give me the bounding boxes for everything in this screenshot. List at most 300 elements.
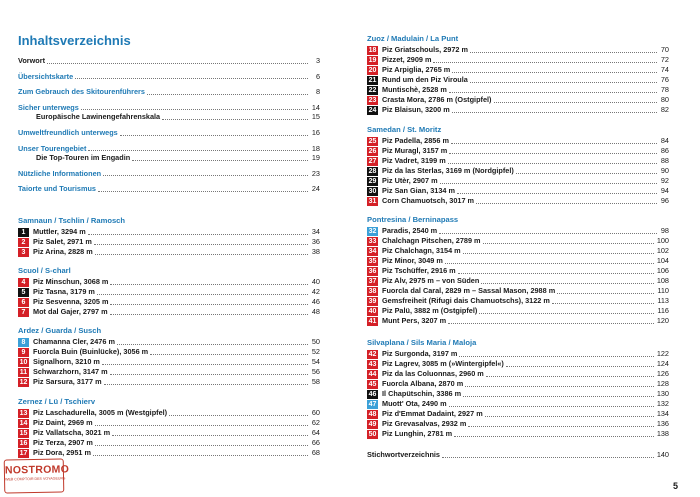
dot-leader: [463, 396, 654, 397]
tour-title: Piz Minschun, 3068 m: [33, 277, 109, 286]
region-samedan: [367, 124, 669, 206]
tour-entry[interactable]: [18, 377, 320, 387]
tour-title: Piz d'Emmat Dadaint, 2927 m: [382, 409, 483, 418]
tour-title: Piz Minor, 3049 m: [382, 256, 443, 265]
tour-entry[interactable]: [367, 226, 669, 236]
tour-number-badge: 25: [368, 137, 377, 145]
tour-title: Piz Daint, 2969 m: [33, 418, 93, 427]
tour-number-badge: 48: [368, 410, 377, 418]
tour-number-badge: 49: [368, 420, 377, 428]
tour-title: Piz Grevasalvas, 2932 m: [382, 419, 467, 428]
dot-leader: [485, 416, 654, 417]
tour-page: 130: [656, 389, 669, 398]
tour-page: 108: [656, 276, 669, 285]
dot-leader: [440, 183, 657, 184]
tour-title: Piz Sarsura, 3177 m: [33, 377, 102, 386]
tour-title: Fuorcla Albana, 2870 m: [382, 379, 464, 388]
dot-leader: [93, 455, 308, 456]
tour-title: Piz Vallatscha, 3021 m: [33, 428, 111, 437]
tour-number-badge: 5: [18, 288, 29, 297]
tour-number-badge: 7: [18, 308, 29, 317]
tour-page: 38: [311, 247, 320, 256]
tour-page: 122: [656, 349, 669, 358]
tour-number-badge: 38: [368, 287, 377, 295]
tour-number-badge: 28: [368, 167, 377, 175]
tour-entry[interactable]: [367, 349, 669, 359]
tour-title: Chalchagn Pitschen, 2789 m: [382, 236, 481, 245]
dot-leader: [117, 344, 308, 345]
tour-entry[interactable]: [367, 276, 669, 286]
toc-entry-label: Taiorte und Tourismus: [18, 184, 96, 194]
front-matter-toc: [18, 56, 320, 194]
tour-title: Fuorcla dal Caral, 2829 m – Sassal Mason, 2988 m: [382, 286, 556, 295]
toc-entry-page: 6: [315, 71, 320, 81]
region-heading: Scuol / S-charl: [18, 266, 71, 275]
tour-number-badge: 40: [368, 307, 377, 315]
page-number: 5: [673, 481, 679, 491]
tour-entry[interactable]: [367, 296, 669, 306]
tour-title: Il Chapütschin, 3386 m: [382, 389, 462, 398]
tour-title: Piz Tschüffer, 2916 m: [382, 266, 456, 275]
tour-number-badge: 21: [368, 76, 377, 84]
tour-page: 136: [656, 419, 669, 428]
tour-entry[interactable]: [18, 277, 320, 287]
toc-entry-vorwort[interactable]: [18, 56, 320, 66]
tour-number-badge: 23: [368, 96, 377, 104]
tour-title: Piz Padella, 2856 m: [382, 136, 449, 145]
dot-leader: [448, 323, 654, 324]
tour-entry[interactable]: [18, 337, 320, 347]
tour-page: 66: [311, 438, 320, 447]
tour-title: Piz Muragl, 3157 m: [382, 146, 448, 155]
tour-title: Piz Terza, 2907 m: [33, 438, 93, 447]
tour-entry[interactable]: [367, 176, 669, 186]
tour-entry[interactable]: [18, 287, 320, 297]
tour-entry[interactable]: [18, 408, 320, 418]
toc-entry-page: 23: [311, 168, 320, 178]
tour-number-badge: 13: [19, 409, 28, 417]
toc-entry-page: 19: [311, 153, 320, 163]
tour-entry[interactable]: [18, 297, 320, 307]
toc-entry-sicher-unterwegs[interactable]: [18, 103, 320, 113]
dot-leader: [479, 313, 654, 314]
tour-title: Piz Lunghin, 2781 m: [382, 429, 453, 438]
region-silvaplana: [367, 337, 669, 439]
tour-number-badge: 43: [368, 360, 377, 368]
toc-entry-gebrauch[interactable]: [18, 87, 320, 97]
tour-page: 113: [657, 296, 669, 305]
toc-entry-taiorte[interactable]: [18, 184, 320, 194]
tour-number-badge: 26: [368, 147, 377, 155]
dot-leader: [88, 234, 308, 235]
region-heading: Zernez / Lü / Tschierv: [18, 397, 96, 406]
dot-leader: [162, 119, 308, 120]
page-title: Inhaltsverzeichnis: [18, 33, 131, 48]
dot-leader: [88, 150, 308, 151]
tour-entry[interactable]: [367, 55, 669, 65]
region-heading: Samedan / St. Moritz: [367, 125, 442, 134]
tour-number-badge: 31: [368, 197, 377, 205]
tour-page: 128: [656, 379, 669, 388]
tour-page: 62: [311, 418, 320, 427]
tour-title: Piz San Gian, 3134 m: [382, 186, 456, 195]
tour-title: Piz Arina, 2828 m: [33, 247, 93, 256]
tour-title: Piz Blaisun, 3200 m: [382, 105, 450, 114]
tour-page: 36: [311, 237, 320, 246]
tour-title: Piz Lagrev, 3085 m (»Wintergipfel«): [382, 359, 504, 368]
tour-number-badge: 19: [368, 56, 377, 64]
tour-entry[interactable]: [367, 45, 669, 55]
dot-leader: [433, 62, 657, 63]
dot-leader: [458, 273, 654, 274]
tour-entry[interactable]: [367, 429, 669, 439]
tour-entry[interactable]: [367, 105, 669, 115]
tour-number-badge: 6: [18, 298, 29, 307]
tour-page: 104: [656, 256, 669, 265]
dot-leader: [454, 436, 654, 437]
toc-entry-label: Nützliche Informationen: [18, 168, 102, 178]
tour-page: 88: [660, 156, 669, 165]
tour-page: 138: [656, 429, 669, 438]
tour-entry[interactable]: [367, 186, 669, 196]
tour-entry[interactable]: [18, 438, 320, 448]
dot-leader: [147, 94, 308, 95]
tour-page: 132: [656, 399, 669, 408]
dot-leader: [103, 175, 308, 176]
tour-page: 46: [311, 297, 320, 306]
tour-page: 102: [656, 246, 669, 255]
toc-entry-top-touren[interactable]: [18, 153, 320, 163]
tour-entry[interactable]: [18, 357, 320, 367]
tour-title: Munt Pers, 3207 m: [382, 316, 447, 325]
tour-number-badge: 27: [368, 157, 377, 165]
tour-title: Piz Sesvenna, 3205 m: [33, 297, 109, 306]
tour-number-badge: 29: [368, 177, 377, 185]
tour-entry[interactable]: [367, 419, 669, 429]
tour-entry[interactable]: [367, 246, 669, 256]
tour-page: 86: [660, 146, 669, 155]
tour-title: Fuorcla Buin (Buinlücke), 3056 m: [33, 347, 149, 356]
toc-entry-label: Europäische Lawinengefahrenskala: [36, 112, 161, 122]
tour-number-badge: 1: [18, 228, 29, 237]
tour-number-badge: 50: [368, 430, 377, 438]
stamp-name: NOSTROMO: [4, 463, 70, 477]
tour-entry[interactable]: [367, 379, 669, 389]
tour-entry[interactable]: [18, 418, 320, 428]
tour-title: Piz Griatschouls, 2972 m: [382, 45, 468, 54]
dot-leader: [557, 293, 654, 294]
toc-entry-informationen[interactable]: [18, 169, 320, 179]
tour-entry[interactable]: [367, 369, 669, 379]
tour-page: 68: [311, 448, 320, 457]
tour-title: Gemsfreiheit (Rifugi dais Chamuotschs), 3122 m: [382, 296, 550, 305]
tour-page: 126: [656, 369, 669, 378]
tour-page: 70: [660, 45, 669, 54]
tour-number-badge: 37: [368, 277, 377, 285]
dot-leader: [95, 445, 308, 446]
tour-title: Rund um den Piz Viroula: [382, 75, 468, 84]
tour-page: 48: [311, 307, 320, 316]
tour-page: 98: [660, 226, 669, 235]
toc-entry-label: Die Top-Touren im Engadin: [36, 153, 131, 163]
tour-title: Piz Alv, 2975 m – von Süden: [382, 276, 480, 285]
dot-leader: [449, 153, 657, 154]
dot-leader: [476, 203, 657, 204]
region-heading: Zuoz / Madulain / La Punt: [367, 34, 459, 43]
region-heading: Ardez / Guarda / Susch: [18, 326, 102, 335]
toc-entry-label: Unser Tourengebiet: [18, 143, 87, 153]
tour-number-badge: 39: [368, 297, 377, 305]
dot-leader: [452, 112, 657, 113]
tour-title: Muntischè, 2528 m: [382, 85, 447, 94]
tour-entry[interactable]: [367, 359, 669, 369]
tour-number-badge: 45: [368, 380, 377, 388]
tour-number-badge: 47: [368, 400, 377, 408]
region-zernez: [18, 396, 320, 458]
tour-title: Mot dal Gajer, 2797 m: [33, 307, 108, 316]
tour-number-badge: 32: [368, 227, 377, 235]
tour-entry[interactable]: [367, 236, 669, 246]
tour-title: Pizzet, 2909 m: [382, 55, 432, 64]
tour-title: Corn Chamuotsch, 3017 m: [382, 196, 475, 205]
tour-page: 120: [656, 316, 669, 325]
dot-leader: [150, 354, 308, 355]
toc-entry-page: 8: [315, 87, 320, 97]
region-ardez: [18, 325, 320, 387]
tour-entry[interactable]: [367, 256, 669, 266]
toc-entry-stichwortverzeichnis[interactable]: [367, 450, 669, 460]
dot-leader: [468, 426, 653, 427]
dot-leader: [98, 191, 308, 192]
tour-title: Chamanna Cler, 2476 m: [33, 337, 115, 346]
dot-leader: [442, 457, 654, 458]
tour-page: 124: [656, 359, 669, 368]
tour-entry[interactable]: [367, 196, 669, 206]
tour-title: Schwarzhorn, 3147 m: [33, 367, 108, 376]
tour-number-badge: 9: [18, 348, 29, 357]
dot-leader: [120, 135, 308, 136]
tour-entry[interactable]: [367, 156, 669, 166]
tour-number-badge: 36: [368, 267, 377, 275]
dot-leader: [110, 374, 308, 375]
tour-number-badge: 42: [368, 350, 377, 358]
tour-title: Piz Utèr, 2907 m: [382, 176, 438, 185]
dot-leader: [132, 160, 308, 161]
tour-number-badge: 11: [19, 368, 28, 376]
tour-number-badge: 34: [368, 247, 377, 255]
tour-entry[interactable]: [18, 307, 320, 317]
toc-entry-label: Vorwort: [18, 56, 46, 65]
toc-entry-page: 140: [656, 450, 669, 459]
toc-entry-label: Stichwortverzeichnis: [367, 450, 440, 459]
tour-number-badge: 35: [368, 257, 377, 265]
tour-page: 58: [311, 377, 320, 386]
region-heading: Silvaplana / Sils Maria / Maloja: [367, 338, 477, 347]
tour-number-badge: 44: [368, 370, 377, 378]
tour-page: 64: [311, 428, 320, 437]
tour-title: Piz da las Sterlas, 3169 m (Nordgipfel): [382, 166, 514, 175]
tour-title: Piz Surgonda, 3197 m: [382, 349, 458, 358]
tour-number-badge: 12: [19, 378, 28, 386]
region-samnaun: [18, 215, 320, 257]
tour-page: 78: [660, 85, 669, 94]
dot-leader: [47, 63, 308, 64]
tour-title: Piz Salet, 2971 m: [33, 237, 92, 246]
tour-entry[interactable]: [367, 95, 669, 105]
tour-entry[interactable]: [18, 347, 320, 357]
tour-number-badge: 20: [368, 66, 377, 74]
tour-entry[interactable]: [18, 247, 320, 257]
tour-entry[interactable]: [367, 409, 669, 419]
dot-leader: [449, 92, 657, 93]
tour-page: 134: [656, 409, 669, 418]
tour-entry[interactable]: [367, 286, 669, 296]
tour-entry[interactable]: [367, 136, 669, 146]
toc-entry-lawinengefahrenskala[interactable]: [18, 112, 320, 122]
dot-leader: [494, 102, 658, 103]
tour-page: 96: [660, 196, 669, 205]
tour-page: 82: [660, 105, 669, 114]
tour-number-badge: 4: [18, 278, 29, 287]
toc-entry-label: Zum Gebrauch des Skitourenführers: [18, 87, 145, 97]
tour-entry[interactable]: [367, 266, 669, 276]
tour-entry[interactable]: [18, 428, 320, 438]
tour-entry[interactable]: [367, 85, 669, 95]
tour-page: 52: [311, 347, 320, 356]
tour-page: 100: [656, 236, 669, 245]
toc-entry-page: 15: [311, 112, 320, 122]
dot-leader: [110, 304, 308, 305]
dot-leader: [470, 52, 657, 53]
tour-page: 56: [311, 367, 320, 376]
dot-leader: [97, 294, 308, 295]
tour-entry[interactable]: [367, 65, 669, 75]
tour-number-badge: 41: [368, 317, 377, 325]
dot-leader: [95, 425, 308, 426]
tour-page: 84: [660, 136, 669, 145]
toc-entry-page: 16: [311, 127, 320, 137]
tour-entry[interactable]: [367, 389, 669, 399]
tour-page: 74: [660, 65, 669, 74]
tour-page: 40: [311, 277, 320, 286]
tour-number-badge: 10: [19, 358, 28, 366]
toc-entry-tourengebiet[interactable]: [18, 144, 320, 154]
toc-entry-page: 3: [315, 56, 320, 65]
tour-title: Muott' Ota, 2490 m: [382, 399, 447, 408]
dot-leader: [448, 163, 657, 164]
tour-entry[interactable]: [367, 306, 669, 316]
tour-number-badge: 14: [19, 419, 28, 427]
tour-page: 90: [660, 166, 669, 175]
tour-number-badge: 8: [18, 338, 29, 347]
toc-entry-page: 24: [311, 184, 320, 194]
dot-leader: [95, 254, 308, 255]
tour-number-badge: 30: [368, 187, 377, 195]
toc-entry-label: Übersichtskarte: [18, 71, 74, 81]
region-heading: Pontresina / Berninapass: [367, 215, 459, 224]
tour-number-badge: 17: [19, 449, 28, 457]
dot-leader: [483, 243, 654, 244]
dot-leader: [445, 263, 654, 264]
dot-leader: [81, 109, 308, 110]
tour-entry[interactable]: [367, 75, 669, 85]
dot-leader: [552, 303, 654, 304]
dot-leader: [486, 376, 654, 377]
tour-entry[interactable]: [18, 448, 320, 458]
tour-title: Muttler, 3294 m: [33, 227, 86, 236]
tour-title: Signalhorn, 3210 m: [33, 357, 100, 366]
tour-title: Crasta Mora, 2786 m (Ostgipfel): [382, 95, 492, 104]
dot-leader: [102, 364, 308, 365]
tour-title: Piz Palü, 3882 m (Ostgipfel): [382, 306, 478, 315]
dot-leader: [75, 78, 308, 79]
tour-page: 60: [311, 408, 320, 417]
dot-leader: [452, 72, 657, 73]
dot-leader: [439, 233, 657, 234]
tour-number-badge: 33: [368, 237, 377, 245]
tour-entry[interactable]: [18, 227, 320, 237]
region-scuol: [18, 265, 320, 317]
tour-page: 106: [656, 266, 669, 275]
tour-page: 110: [657, 286, 669, 295]
tour-page: 92: [660, 176, 669, 185]
dot-leader: [94, 244, 308, 245]
dot-leader: [449, 406, 654, 407]
tour-title: Piz da las Coluonnas, 2960 m: [382, 369, 484, 378]
tour-page: 34: [311, 227, 320, 236]
tour-page: 94: [660, 186, 669, 195]
tour-title: Piz Dora, 2951 m: [33, 448, 91, 457]
tour-entry[interactable]: [367, 146, 669, 156]
dot-leader: [465, 386, 654, 387]
toc-entry-page: 18: [311, 143, 320, 153]
tour-page: 76: [660, 75, 669, 84]
tour-title: Piz Chalchagn, 3154 m: [382, 246, 461, 255]
dot-leader: [470, 82, 657, 83]
toc-entry-uebersichtskarte[interactable]: [18, 72, 320, 82]
tour-number-badge: 46: [368, 390, 377, 398]
dot-leader: [112, 435, 308, 436]
dot-leader: [516, 173, 657, 174]
tour-title: Paradis, 2540 m: [382, 226, 438, 235]
tour-entry[interactable]: [367, 316, 669, 326]
nostromo-stamp-logo: [4, 458, 70, 493]
region-zuoz: [367, 33, 669, 115]
tour-number-badge: 22: [368, 86, 377, 94]
tour-entry[interactable]: [18, 367, 320, 377]
dot-leader: [463, 253, 654, 254]
toc-entry-umweltfreundlich[interactable]: [18, 128, 320, 138]
tour-page: 50: [311, 337, 320, 346]
tour-page: 72: [660, 55, 669, 64]
tour-entry[interactable]: [367, 166, 669, 176]
dot-leader: [110, 284, 308, 285]
tour-number-badge: 16: [19, 439, 28, 447]
tour-number-badge: 18: [368, 46, 377, 54]
tour-title: Piz Tasna, 3179 m: [33, 287, 95, 296]
tour-page: 54: [311, 357, 320, 366]
tour-number-badge: 2: [18, 238, 29, 247]
tour-entry[interactable]: [367, 399, 669, 409]
dot-leader: [104, 384, 308, 385]
dot-leader: [457, 193, 657, 194]
region-pontresina: [367, 214, 669, 326]
tour-entry[interactable]: [18, 237, 320, 247]
tour-page: 116: [657, 306, 669, 315]
toc-entry-label: Umweltfreundlich unterwegs: [18, 127, 118, 137]
dot-leader: [506, 366, 654, 367]
dot-leader: [481, 283, 653, 284]
